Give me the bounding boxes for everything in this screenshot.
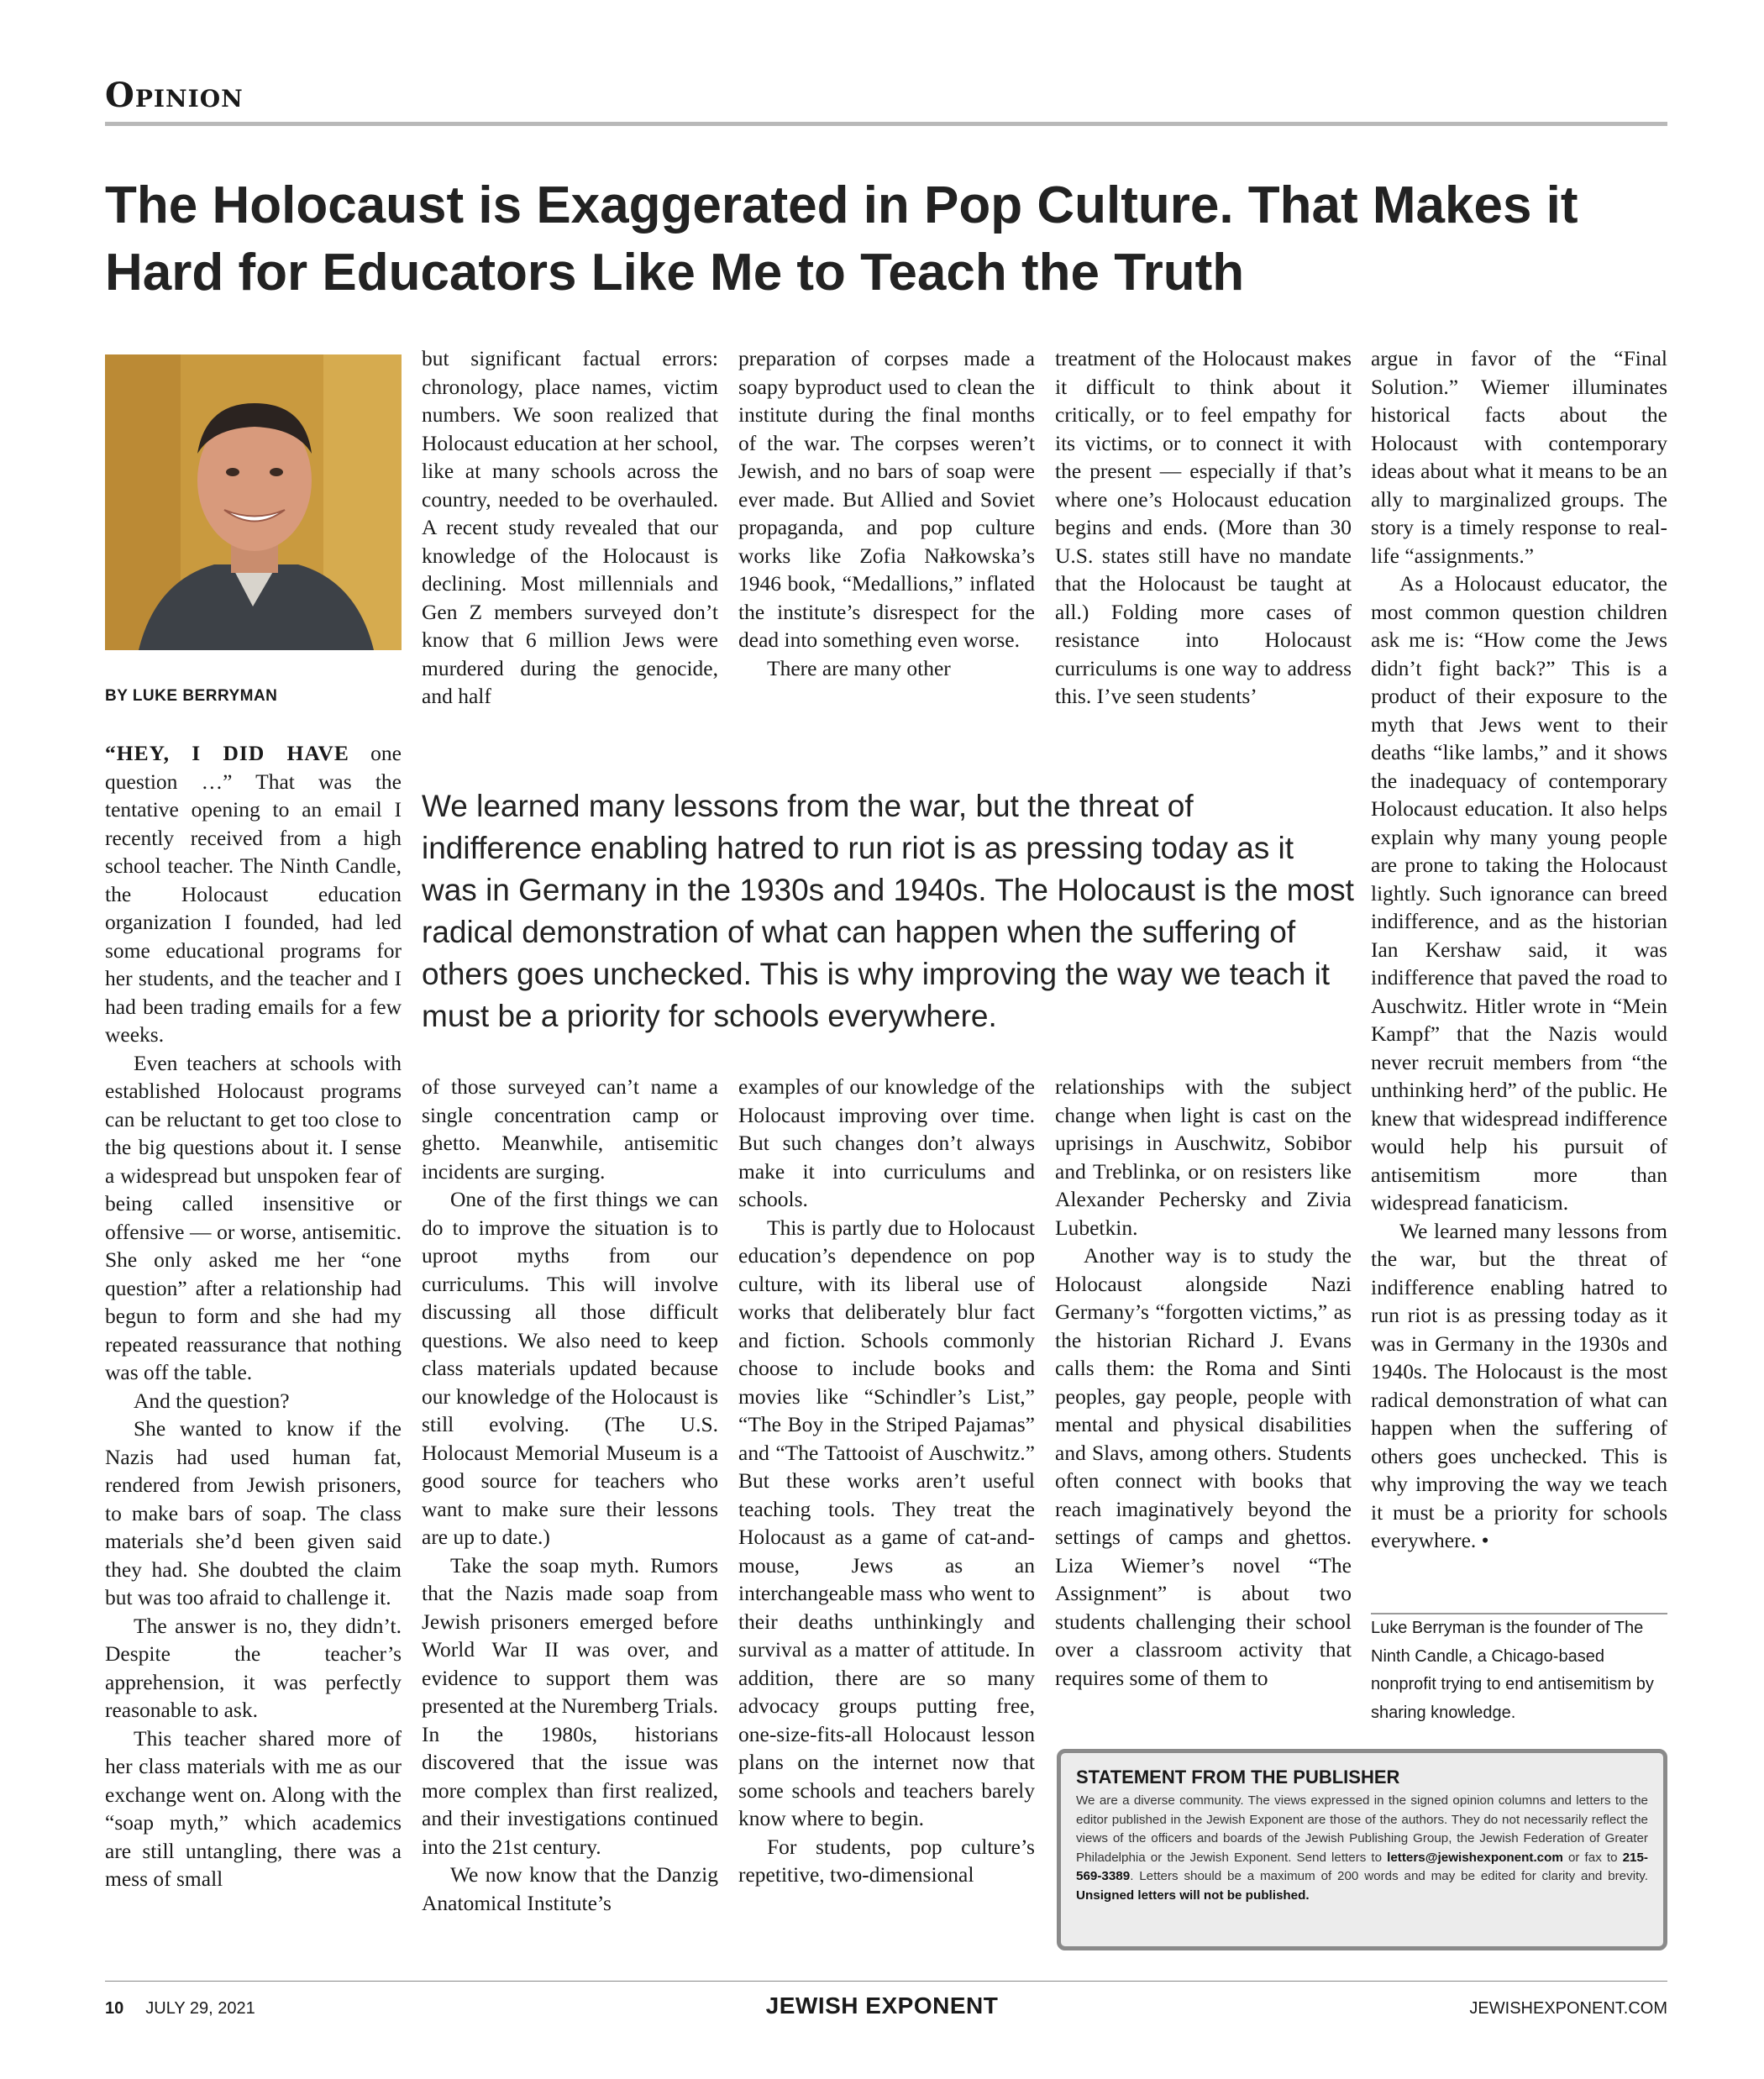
- column-4-bottom: [1055, 1073, 1352, 1728]
- paragraph: examples of our knowledge of the Holocaust improving over time. But such changes don’t always make it into curriculums and schools.: [738, 1074, 1035, 1211]
- author-bio: Luke Berryman is the founder of The Ninth Candle, a Chicago-based nonprofit trying to end antisemitism by sharing knowledge.: [1371, 1619, 1654, 1722]
- paragraph: Even teachers at schools with established Holocaust programs can be reluctant to get too close to the big questions about it. I sense a widespread but unspoken fear of being called insensitive or offensive — or worse, antisemitic. She only asked me her “one question” after a relationship had begun to form and she had my repeated reassurance that nothing was off the table.: [105, 1050, 402, 1384]
- paragraph: This is partly due to Holocaust education’s dependence on pop culture, with its liberal use of works that deliberately blur fact and fiction. Schools commonly choose to include books and movies like “Schindler’s List,” “The Boy in the Striped Pajamas” and “The Tattooist of Auschwitz.” But these works aren’t useful teaching tools. They treat the Holocaust as a game of cat-and-mouse, Jews as an interchangeable mass who went to their deaths unthinkingly and survival as a matter of attitude. In addition, there are so many advocacy groups putting free, one-size-fits-all Holocaust lesson plans on the internet now that some schools and teachers barely know where to begin.: [738, 1215, 1035, 1830]
- column-4-top: [1055, 344, 1352, 743]
- publication-name: JEWISH EXPONENT: [765, 1992, 999, 2019]
- section-rule: [105, 122, 1667, 126]
- letters-email: letters@jewishexponent.com: [1387, 1850, 1563, 1865]
- pull-quote: We learned many lessons from the war, but the threat of indifference enabling hatred to run riot is as pressing today as it was in Germany in the 1930s and 1940s. The Holocaust is the most radical demonstration of what can happen when the suffering of others goes unchecked. This is why improving the way we teach it must be a priority for schools everywhere.: [422, 789, 1354, 1033]
- paragraph: [1371, 1217, 1667, 1555]
- paragraph-text: one question …” That was the tentative opening to an email I recently received from a high school teacher. The Ninth Candle, the Holocaust education organization I founded, had led some educational programs for her students, and the teacher and I had been trading emails for a few weeks.: [105, 741, 402, 1047]
- column-5: [1371, 344, 1667, 1604]
- publisher-text: or fax to: [1562, 1850, 1623, 1865]
- paragraph: [105, 739, 402, 1049]
- paragraph: argue in favor of the “Final Solution.” Wiemer illuminates historical facts about the Holocaust with contemporary ideas about what it means to be an ally to marginalized groups. The story is a timely response to real-life “assignments.”: [1371, 346, 1667, 568]
- publisher-body: [1076, 1792, 1648, 1905]
- paragraph: preparation of corpses made a soapy byproduct used to clean the institute during the final months of the war. The corpses weren’t Jewish, and no bars of soap were ever made. But Allied and Soviet propaganda, and pop culture works like Zofia Nałkowska’s 1946 book, “Medallions,” inflated the institute’s disrespect for the dead into something even worse.: [738, 346, 1035, 652]
- lead-in: “HEY, I DID HAVE: [105, 741, 349, 765]
- paragraph: She wanted to know if the Nazis had used human fat, rendered from Jewish prisoners, to make bars of soap. The class materials she’d been given said they had. She doubted the claim but was too afraid to challenge it.: [105, 1416, 402, 1609]
- author-portrait-icon: [105, 354, 402, 650]
- paragraph: This teacher shared more of her class materials with me as our exchange went on. Along with the “soap myth,” which academics are still untangling, there was a mess of small: [105, 1725, 402, 1891]
- publisher-text: We are a diverse community. The views expressed in the signed opinion columns and letters to the editor published in the Jewish Exponent are those of the authors. They do not necessarily reflect the views of the officers and boards of the Jewish Publishing Group, the Jewish Federation of Greater Philadelphia or the Jewish Exponent. Send letters to: [1076, 1793, 1648, 1865]
- section-label: Opinion: [105, 76, 244, 115]
- end-mark: •: [1476, 1528, 1489, 1552]
- column-2-top: [422, 344, 718, 743]
- paragraph: The answer is no, they didn’t. Despite the teacher’s apprehension, it was perfectly reasonable to ask.: [105, 1613, 402, 1722]
- column-1: [105, 739, 402, 1949]
- publisher-title: STATEMENT FROM THE PUBLISHER: [1076, 1767, 1400, 1788]
- paragraph: relationships with the subject change when light is cast on the uprisings in Auschwitz, Sobibor and Treblinka, or on resisters like Alexander Pechersky and Zivia Lubetkin.: [1055, 1074, 1352, 1240]
- paragraph: Take the soap myth. Rumors that the Nazis made soap from Jewish prisoners emerged before World War II was over, and evidence to support them was presented at the Nuremberg Trials. In the 1980s, historians discovered that the issue was more complex than first realized, and their investigations continued into the 21st century.: [422, 1552, 718, 1859]
- paragraph: One of the first things we can do to improve the situation is to uproot myths from our curriculums. This will involve discussing all those difficult questions. We also need to keep class materials updated because our knowledge of the Holocaust is still evolving. (The U.S. Holocaust Memorial Museum is a good source for teachers who want to make sure their lessons are up to date.): [422, 1187, 718, 1549]
- issue-date: JULY 29, 2021: [145, 1999, 255, 2018]
- author-photo: [105, 354, 402, 650]
- fax-number: 215-569-3389: [1076, 1850, 1648, 1883]
- paragraph: And the question?: [134, 1388, 290, 1413]
- paragraph: of those surveyed can’t name a single concentration camp or ghetto. Meanwhile, antisemitic incidents are surging.: [422, 1074, 718, 1184]
- unsigned-note: Unsigned letters will not be published.: [1076, 1887, 1310, 1903]
- column-3-bottom: [738, 1073, 1035, 1950]
- column-3-top: [738, 344, 1035, 743]
- paragraph: but significant factual errors: chronology, place names, victim numbers. We soon realized that Holocaust education at her school, like at many schools across the country, needed to be overhauled. A recent study revealed that our knowledge of the Holocaust is declining. Most millennials and Gen Z members surveyed don’t know that 6 million Jews were murdered during the genocide, and half: [422, 346, 718, 708]
- paragraph: For students, pop culture’s repetitive, two-dimensional: [738, 1834, 1035, 1887]
- headline: The Holocaust is Exaggerated in Pop Culture. That Makes it Hard for Educators Like Me to Teach the Truth: [105, 176, 1578, 302]
- page-number: 10: [105, 1999, 124, 2018]
- paragraph: There are many other: [767, 655, 951, 680]
- byline: BY LUKE BERRYMAN: [105, 687, 278, 705]
- paragraph: treatment of the Holocaust makes it difficult to think about it critically, or to feel empathy for its victims, or to connect it with the present — especially if that’s where one’s Holocaust education begins and ends. (More than 30 U.S. states still have no mandate that the Holocaust be taught at all.) Folding more cases of resistance into Holocaust curriculums is one way to address this. I’ve seen students’: [1055, 346, 1352, 708]
- paragraph: Another way is to study the Holocaust alongside Nazi Germany’s “forgotten victims,” as the historian Richard J. Evans calls them: the Roma and Sinti peoples, gay people, people with mental and physical disabilities and Slavs, among others. Students often connect with books that reach imaginatively beyond the settings of camps and ghettos. Liza Wiemer’s novel “The Assignment” is about two students challenging their school over a classroom activity that requires some of them to: [1055, 1243, 1352, 1690]
- paragraph: As a Holocaust educator, the most common question children ask me is: “How come the Jews didn’t fight back?” This is a product of their exposure to the myth that Jews went to their deaths “like lambs,” and it shows the inadequacy of contemporary Holocaust education. It also helps explain why many young people are prone to taking the Holocaust lightly. Such ignorance can breed indifference, and as the historian Ian Kershaw said, it was indifference that paved the road to Auschwitz. Hitler wrote in “Mein Kampf” that the Nazis would never recruit members from “the unthinking herd” of the public. He knew that widespread indifference would help his pursuit of antisemitism more than widespread fanaticism.: [1371, 571, 1667, 1215]
- paragraph-text: We learned many lessons from the war, but the threat of indifference enabling hatred to run riot is as pressing today as it was in Germany in the 1930s and 1940s. The Holocaust is the most radical demonstration of what can happen when the suffering of others goes unchecked. This is why improving the way we teach it must be a priority for schools everywhere.: [1371, 1218, 1667, 1552]
- publisher-text: . Letters should be a maximum of 200 words and may be edited for clarity and brevity.: [1130, 1869, 1648, 1883]
- footer-rule: [105, 1981, 1667, 1982]
- paragraph: We now know that the Danzig Anatomical Institute’s: [422, 1862, 718, 1915]
- website: JEWISHEXPONENT.COM: [1469, 1999, 1667, 2018]
- publisher-statement: [1057, 1749, 1667, 1950]
- column-2-bottom: [422, 1073, 718, 1950]
